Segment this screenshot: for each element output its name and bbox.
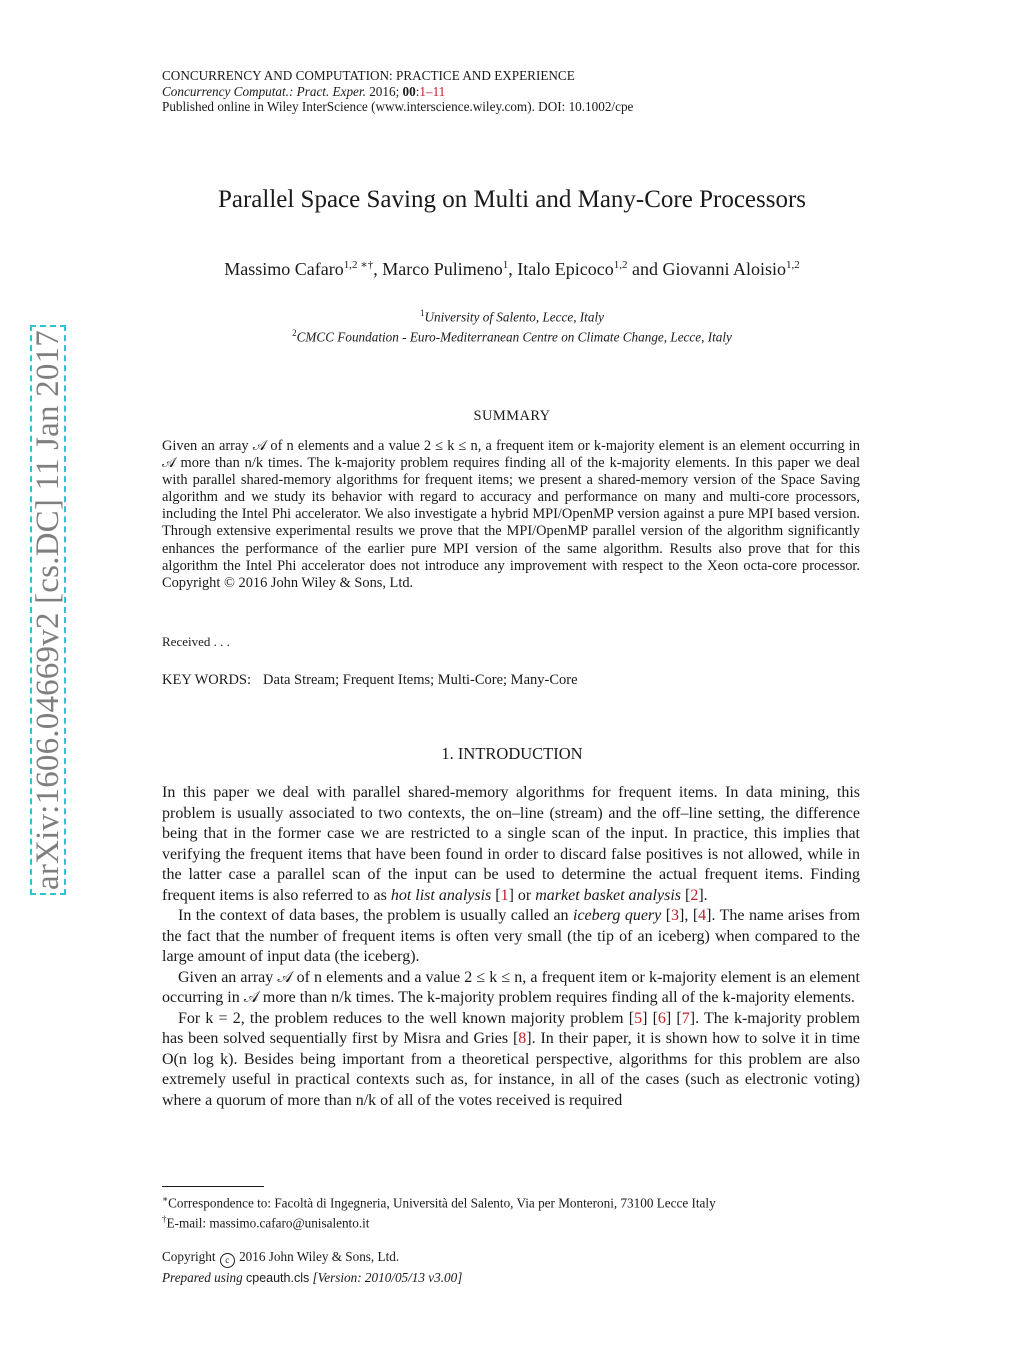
paragraph: For k = 2, the problem reduces to the well known majority problem [5] [6] [7]. The k-majority problem has been solved sequentially first by Misra and Gries [8]. In their paper, it is shown how to solve it in time O(n log k). Besides being important from a theoretical perspective, algorithms for this problem are also extremely useful in practical contexts such as, for instance, in all of the cases (such as electronic voting) where a quorum of more than n/k of all of the votes received is required — [162, 1009, 861, 1109]
citation-link[interactable]: 2 — [690, 886, 699, 904]
author-name: Marco Pulimeno — [382, 259, 503, 279]
citation-volume: 00 — [402, 83, 416, 99]
author-name: Italo Epicoco — [517, 259, 614, 279]
author-sup: 1,2 — [785, 259, 800, 271]
journal-name: CONCURRENCY AND COMPUTATION: PRACTICE AND EXPERIENCE — [162, 68, 575, 83]
journal-header — [162, 68, 633, 115]
copyright-symbol-icon: c — [220, 1253, 235, 1268]
author-sup: 1,2 ∗† — [343, 259, 374, 271]
arxiv-stamp: arXiv:1606.04669v2 [cs.DC] 11 Jan 2017 — [30, 325, 66, 895]
term: market basket analysis — [535, 886, 681, 904]
author-name: Giovanni Aloisio — [662, 259, 786, 279]
citation-link[interactable]: 5 — [634, 1009, 643, 1027]
citation-link[interactable]: 8 — [518, 1030, 527, 1047]
citation-link[interactable]: 3 — [671, 907, 680, 924]
affiliation: $^1$University of Salento, Lecce, Italy — [420, 308, 604, 325]
author-list: Massimo Cafaro$^{1,2 ∗\dagger}$, Marco Pulimeno$^1$, Italo Epicoco$^{1,2}$ and Giovanni Aloisio$^{1,2}$ — [224, 259, 800, 279]
footnote-rule — [162, 1186, 264, 1187]
keywords — [162, 672, 578, 689]
intro-body — [162, 783, 860, 1111]
abstract — [162, 438, 860, 592]
term: iceberg query — [573, 907, 662, 924]
author-sup: 1,2 — [613, 259, 628, 271]
copyright-line: Copyright c 2016 John Wiley & Sons, Ltd. — [162, 1249, 399, 1268]
page-start-link[interactable]: 1 — [419, 83, 426, 99]
received-line: Received . . . — [162, 634, 230, 649]
summary-heading: SUMMARY — [473, 408, 551, 424]
footnote: ∗Correspondence to: Facoltà di Ingegneria, Università del Salento, Via per Monteroni, 73100 Lecce Italy — [162, 1194, 716, 1211]
citation-link[interactable]: 6 — [657, 1009, 666, 1027]
citation-link[interactable]: 4 — [698, 907, 707, 924]
citation-link[interactable]: 7 — [681, 1009, 690, 1027]
page-end-link[interactable]: 11 — [432, 83, 446, 99]
footnotes — [162, 1191, 716, 1232]
abstract-text: Given an array 𝒜 of n elements and a value 2 ≤ k ≤ n, a frequent item or k-majority element is an element occurring in 𝒜 more than n/k times. The k-majority problem requires finding all of the k-majority elements. In this paper we deal with parallel shared-memory algorithms for frequent items; we present a shared-memory version of the Space Saving algorithm and we study its behavior with regard to accuracy and performance on many and multi-core processors, including the Intel Phi accelerator. We also investigate a hybrid MPI/OpenMP version against a pure MPI based version. Through extensive experimental results we prove that the MPI/OpenMP parallel version of the algorithm significantly enhances the performance of the earlier pure MPI version of the same algorithm. Results also prove that for this algorithm the Intel Phi accelerator does not introduce any improvement with respect to the Xeon octa-core processor. Copyright © 2016 John Wiley & Sons, Ltd. — [162, 438, 860, 591]
footnote: †E-mail: massimo.cafaro@unisalento.it — [162, 1214, 370, 1231]
author-name: Massimo Cafaro — [224, 259, 344, 279]
paper-title: Parallel Space Saving on Multi and Many-Core Processors — [217, 186, 807, 213]
journal-published: Published online in Wiley InterScience (www.interscience.wiley.com). DOI: 10.1002/cpe — [162, 99, 634, 115]
keywords-text: Data Stream; Frequent Items; Multi-Core; Many-Core — [263, 672, 578, 688]
paragraph: Given an array 𝒜 of n elements and a value 2 ≤ k ≤ n, a frequent item or k-majority element is an element occurring in 𝒜 more than n/k times. The k-majority problem requires finding all of the k-majority elements. — [162, 968, 860, 1006]
author-sup: 1 — [502, 259, 509, 271]
section-heading: 1. INTRODUCTION — [441, 744, 583, 763]
paragraph: In the context of data bases, the problem is usually called an iceberg query [3], [4]. The name arises from the fact that the number of frequent items is often very small (the tip of an iceberg) when compared to the large amount of input data (the iceberg). — [162, 907, 861, 965]
citation-prefix: Concurrency Computat.: Pract. Exper. — [162, 83, 366, 99]
paragraph: In this paper we deal with parallel shared-memory algorithms for frequent items. In data mining, this problem is usually associated to two contexts, the on–line (stream) and the off–line setting, the difference being that in the former case we are restricted to a single scan of the input. In practice, this implies that verifying the frequent items that have been found in order to discard false positives is not allowed, while in the latter case a parallel scan of the input can be used to determine the actual frequent items. Finding frequent items is also referred to as hot list analysis [1] or market basket analysis [2]. — [162, 784, 860, 904]
keywords-label: KEY WORDS: — [162, 672, 252, 688]
term: hot list analysis — [390, 886, 492, 904]
affiliation: $^2$CMCC Foundation - Euro-Mediterranean Centre on Climate Change, Lecce, Italy — [292, 328, 732, 345]
journal-citation: Concurrency Computat.: Pract. Exper. 2016; 00:1–11 — [162, 83, 446, 99]
prepared-line: Prepared using cpeauth.cls [Version: 2010/05/13 v3.00] — [162, 1270, 463, 1285]
affiliations — [0, 305, 1024, 346]
cls-name: cpeauth.cls — [246, 1271, 310, 1285]
citation-link[interactable]: 1 — [500, 886, 509, 904]
citation-year: 2016; — [369, 83, 400, 99]
